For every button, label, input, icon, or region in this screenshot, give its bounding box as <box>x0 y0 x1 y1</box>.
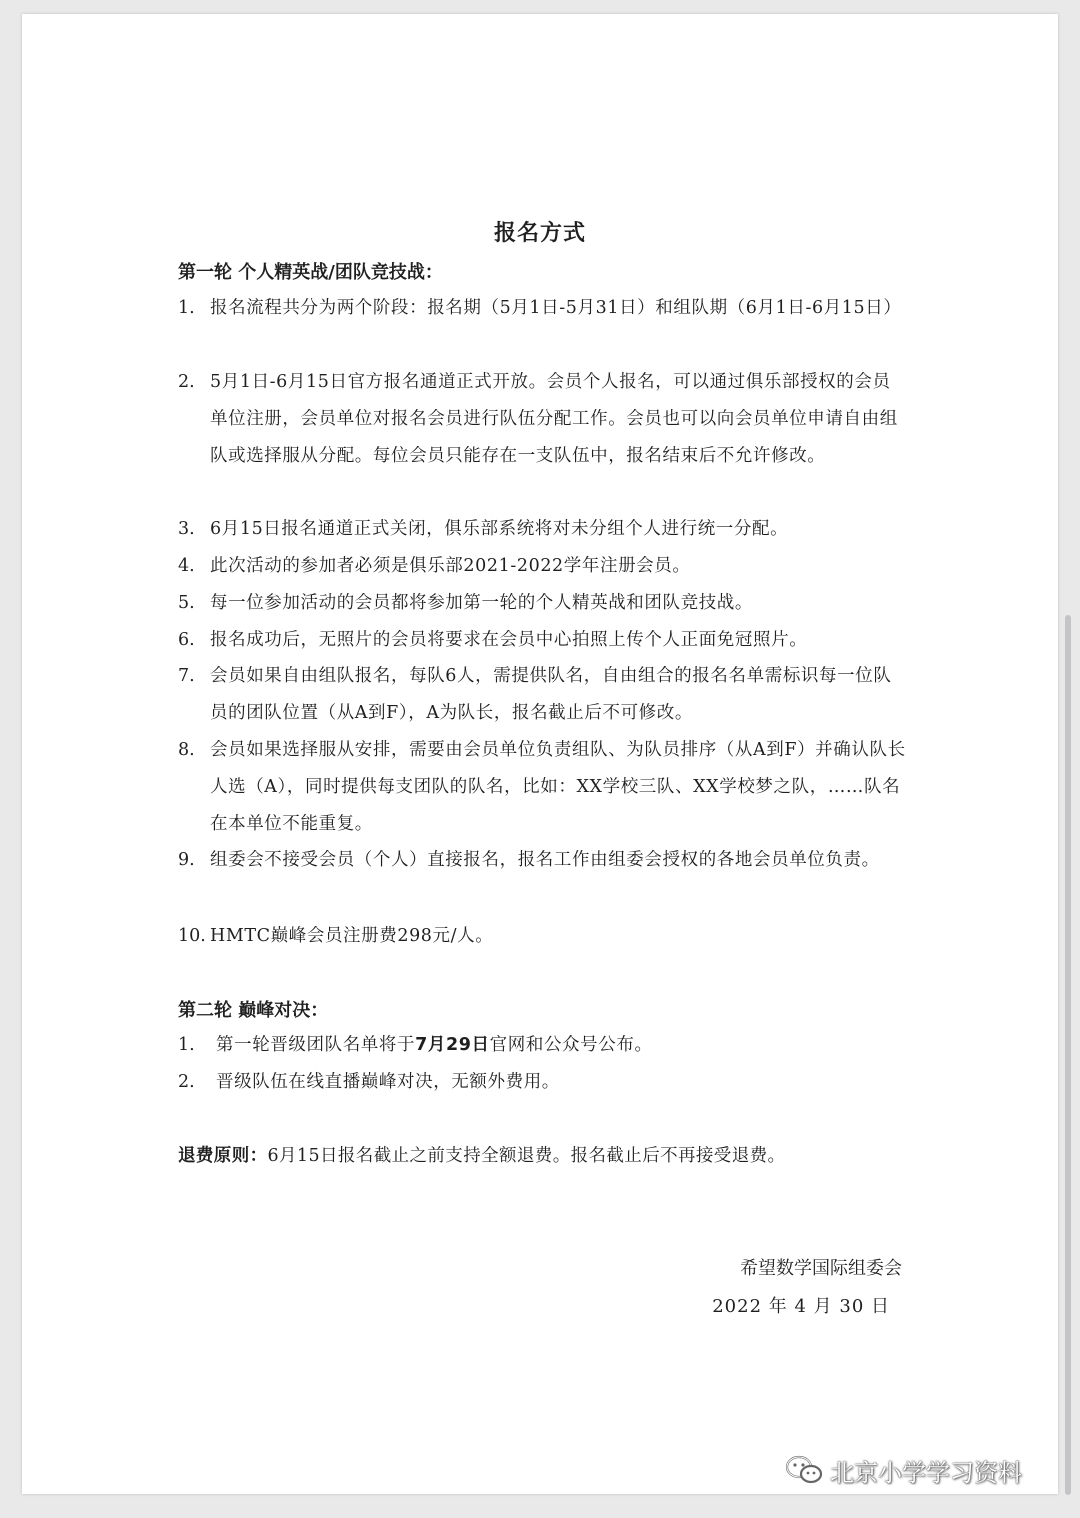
list-item-number: 3. <box>178 519 195 539</box>
list-item-text: HMTC巅峰会员注册费298元/人。 <box>210 926 494 946</box>
list-item <box>178 511 908 548</box>
refund-text: 6月15日报名截止之前支持全额退费。报名截止后不再接受退费。 <box>267 1146 786 1166</box>
list-item <box>178 732 908 843</box>
list-item-text-pre: 第一轮晋级团队名单将于 <box>216 1035 416 1055</box>
list-item <box>178 585 908 622</box>
list-item <box>178 842 908 879</box>
list-item-number: 2. <box>178 372 195 392</box>
list-item-number: 5. <box>178 593 195 613</box>
list-item-text-post: 官网和公众号公布。 <box>489 1035 653 1055</box>
list-item <box>178 1027 908 1064</box>
watermark-text: 北京小学学习资料 <box>830 1458 1022 1487</box>
refund-policy <box>178 1142 785 1170</box>
list-item <box>178 364 908 475</box>
list-item-text: 报名成功后，无照片的会员将要求在会员中心拍照上传个人正面免冠照片。 <box>210 630 808 650</box>
list-item-text: 晋级队伍在线直播巅峰对决，无额外费用。 <box>216 1072 560 1092</box>
list-item-text: 组委会不接受会员（个人）直接报名，报名工作由组委会授权的各地会员单位负责。 <box>210 850 880 870</box>
list-item-number: 8. <box>178 740 195 760</box>
list-item <box>178 548 908 585</box>
refund-label: 退费原则： <box>178 1146 268 1166</box>
announce-date: 7月29日 <box>415 1035 490 1055</box>
list-item-number: 4. <box>178 556 195 576</box>
list-item-text: 报名流程共分为两个阶段：报名期（5月1日-5月31日）和组队期（6月1日-6月15日） <box>210 298 902 318</box>
round2-heading: 第二轮 巅峰对决： <box>178 1000 329 1021</box>
list-item-text <box>216 1027 908 1064</box>
watermark <box>784 1452 1022 1488</box>
list-item-text: 会员如果选择服从安排，需要由会员单位负责组队、为队员排序（从A到F）并确认队长人选（A），同时提供每支团队的队名，比如：XX学校三队、XX学校梦之队，……队名在本单位不能重复。 <box>210 740 906 834</box>
signature-org: 希望数学国际组委会 <box>740 1258 902 1279</box>
list-item <box>178 918 908 955</box>
list-item-text: 5月1日-6月15日官方报名通道正式开放。会员个人报名，可以通过俱乐部授权的会员单位注册，会员单位对报名会员进行队伍分配工作。会员也可以向会员单位申请自由组队或选择服从分配。每位会员只能存在一支队伍中，报名结束后不允许修改。 <box>210 372 898 466</box>
list-item-number: 7. <box>178 666 195 686</box>
list-item <box>178 658 908 732</box>
round1-heading: 第一轮 个人精英战/团队竞技战： <box>178 262 443 283</box>
list-item-number: 10. <box>178 926 206 946</box>
page-title: 报名方式 <box>493 221 586 246</box>
list-item-text: 6月15日报名通道正式关闭，俱乐部系统将对未分组个人进行统一分配。 <box>210 519 789 539</box>
list-item <box>178 1064 908 1101</box>
list-item-number: 2. <box>178 1072 195 1092</box>
list-item <box>178 622 908 659</box>
signature-date: 2022 年 4 月 30 日 <box>712 1296 890 1317</box>
wechat-icon <box>784 1454 824 1486</box>
list-item <box>178 290 908 327</box>
list-item-text: 每一位参加活动的会员都将参加第一轮的个人精英战和团队竞技战。 <box>210 593 753 613</box>
list-item-number: 9. <box>178 850 195 870</box>
list-item-text: 此次活动的参加者必须是俱乐部2021-2022学年注册会员。 <box>210 556 691 576</box>
list-item-number: 6. <box>178 630 195 650</box>
list-item-number: 1. <box>178 1035 195 1055</box>
list-item-number: 1. <box>178 298 195 318</box>
list-item-text: 会员如果自由组队报名，每队6人，需提供队名，自由组合的报名名单需标识每一位队员的团队位置（从A到F），A为队长，报名截止后不可修改。 <box>210 666 892 723</box>
